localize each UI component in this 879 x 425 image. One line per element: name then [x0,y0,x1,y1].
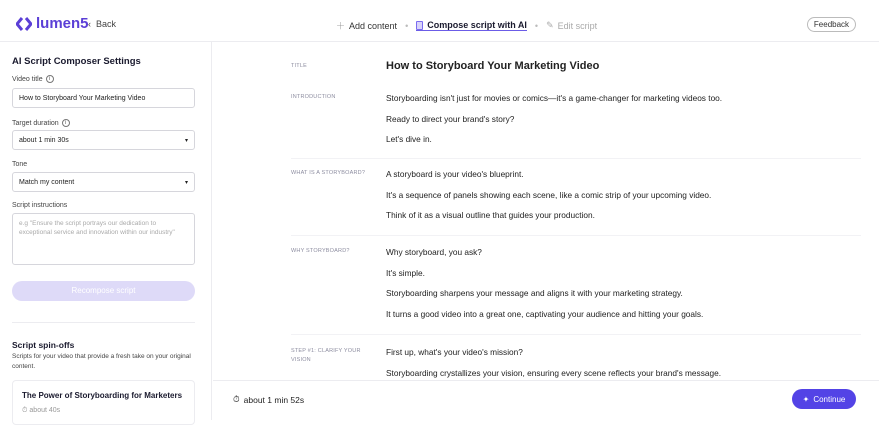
back-label: Back [96,19,117,29]
lumen5-logo-icon [16,16,32,32]
section-text[interactable] [386,93,722,155]
logo-text: lumen5 [36,15,89,32]
tone-select[interactable] [12,172,195,192]
chevron-down-icon: ▾ [184,179,188,186]
chevron-left-icon: ‹ [88,19,96,29]
spinoff-duration [22,407,60,415]
sidebar-title: AI Script Composer Settings [12,56,141,67]
section-divider [291,158,861,159]
spinoffs-title: Script spin-offs [12,340,75,350]
section-text[interactable] [386,347,721,380]
logo[interactable] [16,15,89,32]
label-text: Target duration [12,119,59,127]
tone-label [12,161,27,168]
total-duration [233,394,304,405]
script-line: Let's dive in. [386,134,432,144]
step-label: Edit script [557,20,598,31]
script-line: Storyboarding isn't just for movies or comics—it's a game-changer for marketing videos too. [386,93,723,103]
script-line: Storyboarding crystallizes your vision, ensuring every scene reflects your brand's message. [386,367,721,378]
script-line: A storyboard is your video's blueprint. [386,169,524,179]
video-title-input[interactable] [12,88,195,108]
target-duration-select[interactable] [12,130,195,150]
chevron-down-icon: ▾ [184,137,188,144]
label-text: Script instructions [12,202,68,209]
plus-icon: ＋ [336,21,346,31]
target-duration-label [12,119,70,127]
script-line: Ready to direct your brand's story? [386,113,515,124]
section-label: WHY STORYBOARD? [291,248,350,254]
script-line: It's a sequence of panels showing each scene, like a comic strip of your upcoming video. [386,189,712,200]
step-nav [336,19,597,32]
step-edit-script[interactable] [546,20,597,31]
step-label: Compose script with AI [427,20,527,30]
script-title[interactable]: How to Storyboard Your Marketing Video [386,60,600,72]
script-line: Storyboarding sharpens your message and aligns it with your marketing strategy. [386,288,683,298]
label-text: Tone [12,161,28,168]
spinoff-title: The Power of Storyboarding for Marketers [22,391,183,400]
label-text: Video title [12,75,43,83]
script-line: It turns a good video into a great one, captivating your audience and hitting your goals. [386,308,704,319]
back-button[interactable] [88,19,116,29]
info-icon[interactable]: i [62,119,70,127]
script-instructions-textarea[interactable]: e.g "Ensure the script portrays our dedication to exceptional service and innovation within our industry" [12,213,195,265]
section-label: STEP #1: CLARIFY YOUR VISION [291,348,361,363]
recompose-script-button[interactable]: Recompose script [12,281,195,301]
step-compose-script[interactable] [416,20,527,31]
script-line: Think of it as a visual outline that guides your production. [386,210,595,220]
section-label: INTRODUCTION [291,94,336,100]
script-line: Why storyboard, you ask? [386,247,482,257]
section-divider [291,235,861,236]
footer-bar [213,380,879,420]
divider [12,322,195,323]
script-line: First up, what's your video's mission? [386,347,523,357]
continue-label: Continue [813,394,846,404]
input-value: How to Storyboard Your Marketing Video [19,94,146,102]
step-add-content[interactable] [336,19,397,32]
script-instructions-label [12,202,67,209]
script-content [213,42,879,380]
separator-dot: • [534,20,539,31]
video-title-label [12,75,54,83]
continue-button[interactable] [792,389,856,409]
sparkle-icon: ✦ [802,394,810,404]
top-bar [0,0,879,42]
document-icon [416,21,423,30]
timer-icon: ⏱ [22,407,30,414]
script-line: It's simple. [386,267,425,278]
info-icon[interactable]: i [46,75,54,83]
pencil-icon: ✎ [546,20,554,30]
select-value: about 1 min 30s [19,136,69,144]
step-label: Add content [349,20,398,31]
spinoff-card[interactable] [12,380,195,425]
feedback-button[interactable]: Feedback [807,17,856,32]
section-label: TITLE [291,63,307,69]
timer-icon: ⏱ [233,394,240,404]
section-text[interactable] [386,169,711,231]
select-value: Match my content [19,178,75,186]
separator-dot: • [405,20,409,31]
section-divider [291,334,861,335]
duration-text: about 40s [29,407,61,414]
section-label: WHAT IS A STORYBOARD? [291,170,366,176]
spinoffs-description: Scripts for your video that provide a fresh take on your original content. [12,353,191,370]
section-text[interactable] [386,247,703,329]
duration-text: about 1 min 52s [243,394,305,405]
